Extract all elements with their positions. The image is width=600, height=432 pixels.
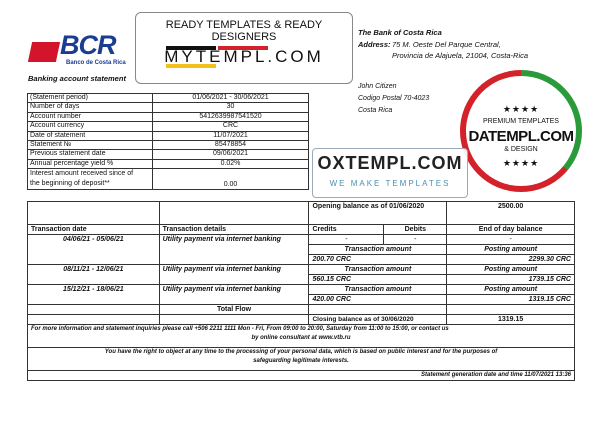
summary-row — [28, 150, 309, 159]
bank-name: The Bank of Costa Rica — [358, 28, 442, 37]
interest-row — [28, 169, 309, 190]
transaction-amount-label: Transaction amount — [309, 245, 447, 255]
opening-balance-label: Opening balance as of 01/06/2020 — [309, 202, 447, 225]
header-credits: Credits — [309, 225, 384, 235]
info-row — [28, 325, 575, 348]
summary-value: 11/07/2021 — [153, 131, 309, 140]
posting-amount: 1739.15 CRC — [447, 275, 575, 285]
summary-row — [28, 122, 309, 131]
total-flow-row — [28, 305, 575, 315]
customer-name: John Citizen — [358, 83, 397, 90]
summary-value: 0.02% — [153, 159, 309, 168]
header-date: Transaction date — [28, 225, 160, 235]
transaction-details: Utility payment via internet banking — [159, 265, 309, 285]
balance-dash: - — [447, 235, 575, 245]
transaction-amount-label: Transaction amount — [309, 285, 447, 295]
stamp-line-2: DATEMPL.COM — [468, 128, 574, 145]
header-debits: Debits — [384, 225, 447, 235]
summary-label: (Statement period) — [28, 94, 153, 103]
stamp-stars-bottom: ★★★★ — [502, 158, 540, 168]
watermark-mid — [312, 148, 468, 198]
footer-generated: Statement generation date and time 11/07/2021 13:36 — [28, 371, 575, 381]
posting-amount: 1319.15 CRC — [447, 295, 575, 305]
transaction-row — [28, 235, 575, 245]
posting-amount-label: Posting amount — [447, 285, 575, 295]
transaction-row — [28, 265, 575, 275]
header-details: Transaction details — [159, 225, 309, 235]
transaction-amount: 560.15 CRC — [309, 275, 447, 285]
summary-value: 30 — [153, 103, 309, 112]
summary-value: 09/06/2021 — [153, 150, 309, 159]
watermark-top-site: MYTEMPL.COM — [164, 47, 324, 66]
total-flow-label: Total Flow — [159, 305, 309, 315]
transaction-amount-label: Transaction amount — [309, 265, 447, 275]
summary-row — [28, 112, 309, 121]
stamp-stars-top: ★★★★ — [502, 104, 540, 114]
footer-info-line-1: For more information and statement inquiries please call +506 2211 1111 Mon - Fri, From 09:00 to 20:00, Saturday from 11:00 to 15:00, or contact us — [31, 326, 449, 332]
summary-row — [28, 131, 309, 140]
footer-info-line-2: by online consultant at www.vtb.ru — [251, 335, 351, 341]
summary-row — [28, 159, 309, 168]
posting-amount-label: Posting amount — [447, 265, 575, 275]
summary-label: Statement № — [28, 141, 153, 150]
credit-dash: - — [309, 235, 384, 245]
summary-value: CRC — [153, 122, 309, 131]
bcr-logo-mark — [28, 42, 60, 62]
transactions-table — [27, 201, 575, 381]
address-line-2: Provincia de Alajuela, 21004, Costa-Rica — [392, 51, 529, 60]
interest-label-line-2: the beginning of deposit** — [30, 180, 110, 188]
summary-label: Previous statement date — [28, 150, 153, 159]
summary-table — [27, 93, 309, 190]
transaction-amount: 200.70 CRC — [309, 255, 447, 265]
transaction-date: 08/11/21 - 12/06/21 — [28, 265, 160, 285]
debit-dash: - — [384, 235, 447, 245]
summary-label: Annual percentage yield % — [28, 159, 153, 168]
address-line-1: 75 M. Oeste Del Parque Central, — [392, 40, 501, 49]
summary-label: Date of statement — [28, 131, 153, 140]
footer-rights-line-2: safeguarding legitimate interests. — [253, 358, 349, 364]
transaction-row — [28, 285, 575, 295]
summary-label: Account number — [28, 112, 153, 121]
opening-balance-row — [28, 202, 575, 225]
interest-value: 0.00 — [153, 169, 309, 190]
generated-row — [28, 371, 575, 381]
document-title: Banking account statement — [28, 74, 126, 83]
customer-postal: Codigo Postal 70-4023 — [358, 95, 430, 102]
premium-stamp — [460, 70, 582, 192]
summary-value: 01/06/2021 - 30/06/2021 — [153, 94, 309, 103]
stamp-inner — [466, 76, 576, 186]
opening-balance-value: 2500.00 — [447, 202, 575, 225]
interest-label — [28, 169, 153, 190]
watermark-top — [135, 12, 353, 84]
summary-label: Number of days — [28, 103, 153, 112]
stamp-line-3: & DESIGN — [504, 146, 538, 153]
transaction-details: Utility payment via internet banking — [159, 285, 309, 305]
transaction-date: 15/12/21 - 18/06/21 — [28, 285, 160, 305]
closing-balance-row — [28, 315, 575, 325]
posting-amount: 2299.30 CRC — [447, 255, 575, 265]
watermark-mid-tagline: WE MAKE TEMPLATES — [329, 179, 451, 188]
watermark-mid-site: OXTEMPL.COM — [317, 153, 463, 173]
header-end-balance: End of day balance — [447, 225, 575, 235]
interest-label-line-1: Interest amount received since of — [30, 170, 134, 178]
watermark-top-title: READY TEMPLATES & READY DESIGNERS — [165, 19, 323, 43]
header-row — [28, 225, 575, 235]
address-label: Address: — [358, 40, 391, 49]
summary-row — [28, 103, 309, 112]
customer-country: Costa Rica — [358, 107, 393, 114]
summary-row — [28, 141, 309, 150]
closing-balance-value: 1319.15 — [447, 315, 575, 325]
transaction-details: Utility payment via internet banking — [159, 235, 309, 265]
summary-value: 85478854 — [153, 141, 309, 150]
closing-balance-label: Closing balance as of 30/06/2020 — [309, 315, 447, 325]
watermark-color-bars — [166, 37, 321, 41]
posting-amount-label: Posting amount — [447, 245, 575, 255]
bcr-logo-text: BCR — [60, 30, 116, 60]
footer-rights-line-1: You have the right to object at any time to the processing of your personal data, which is based on public interest and for the purposes of — [104, 349, 498, 355]
rights-row — [28, 348, 575, 371]
summary-row — [28, 94, 309, 103]
bcr-logo-subtitle: Banco de Costa Rica — [66, 60, 126, 66]
summary-label: Account currency — [28, 122, 153, 131]
stamp-line-1: PREMIUM TEMPLATES — [483, 118, 559, 125]
transaction-amount: 420.00 CRC — [309, 295, 447, 305]
transaction-date: 04/06/21 - 05/06/21 — [28, 235, 160, 265]
summary-value: 5412639987541520 — [153, 112, 309, 121]
